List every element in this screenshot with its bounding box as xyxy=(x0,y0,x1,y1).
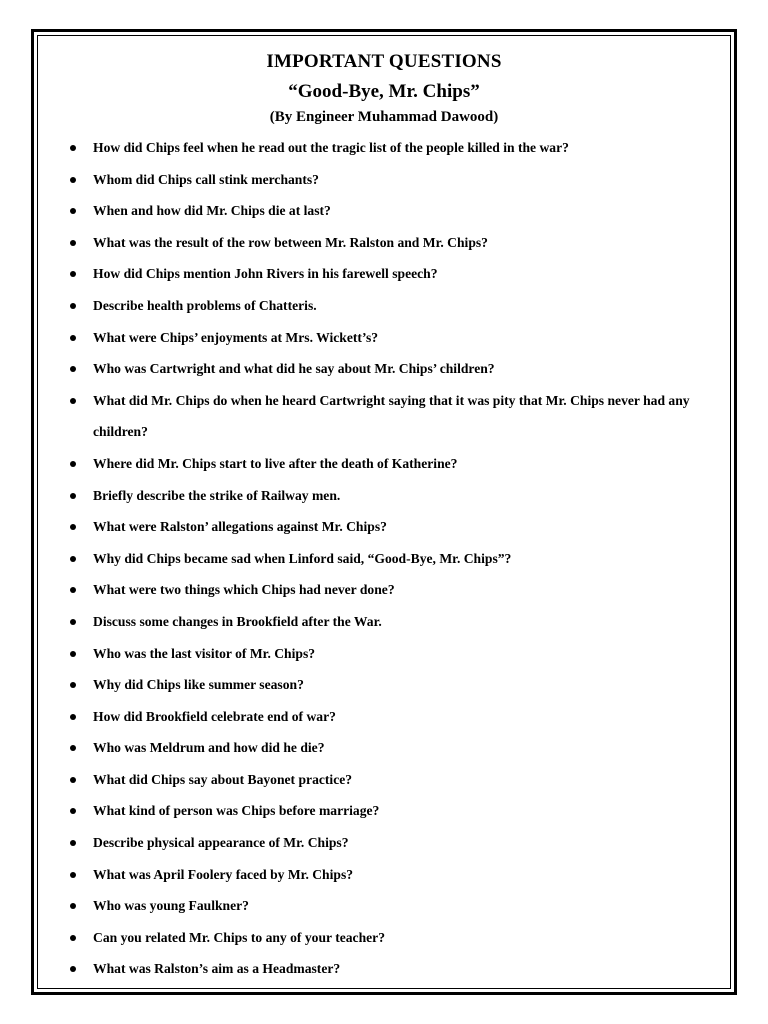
bullet-icon xyxy=(70,208,76,214)
bullet-icon xyxy=(70,651,76,657)
document-subtitle: “Good-Bye, Mr. Chips” xyxy=(288,81,480,102)
question-item xyxy=(38,638,730,670)
question-text: Why did Chips became sad when Linford said, “Good-Bye, Mr. Chips”? xyxy=(93,550,512,566)
questions-list xyxy=(38,132,730,985)
question-text: What were two things which Chips had never done? xyxy=(93,582,395,598)
bullet-icon xyxy=(70,745,76,751)
question-text: Whom did Chips call stink merchants? xyxy=(93,171,319,187)
bullet-icon xyxy=(70,335,76,341)
question-item xyxy=(38,795,730,827)
document-author: (By Engineer Muhammad Dawood) xyxy=(269,109,499,125)
bullet-icon xyxy=(70,682,76,688)
bullet-icon xyxy=(70,903,76,909)
question-text: Who was young Faulkner? xyxy=(93,898,249,914)
bullet-icon xyxy=(70,398,76,404)
question-text: Briefly describe the strike of Railway men. xyxy=(93,487,341,503)
question-item xyxy=(38,511,730,543)
question-text: How did Chips mention John Rivers in his farewell speech? xyxy=(93,266,438,282)
bullet-icon xyxy=(70,177,76,183)
question-item xyxy=(38,859,730,891)
question-item xyxy=(38,574,730,606)
bullet-icon xyxy=(70,303,76,309)
question-item xyxy=(38,669,730,701)
question-item xyxy=(38,353,730,385)
question-item xyxy=(38,953,730,985)
bullet-icon xyxy=(70,271,76,277)
question-text: What were Ralston’ allegations against Mr. Chips? xyxy=(93,519,387,535)
bullet-icon xyxy=(70,777,76,783)
bullet-icon xyxy=(70,556,76,562)
bullet-icon xyxy=(70,619,76,625)
document-title: IMPORTANT QUESTIONS xyxy=(266,51,502,72)
bullet-icon xyxy=(70,493,76,499)
question-item xyxy=(38,606,730,638)
question-text: What did Chips say about Bayonet practice? xyxy=(93,771,353,787)
question-item xyxy=(38,132,730,164)
bullet-icon xyxy=(70,935,76,941)
question-text: What kind of person was Chips before marriage? xyxy=(93,803,380,819)
question-item xyxy=(38,258,730,290)
question-item xyxy=(38,480,730,512)
bullet-icon xyxy=(70,714,76,720)
question-text: What was April Foolery faced by Mr. Chips? xyxy=(93,866,354,882)
question-item xyxy=(38,922,730,954)
question-item xyxy=(38,543,730,575)
bullet-icon xyxy=(70,524,76,530)
question-item xyxy=(38,701,730,733)
question-text: Discuss some changes in Brookfield after the War. xyxy=(93,613,382,629)
question-item xyxy=(38,195,730,227)
question-text: Who was Cartwright and what did he say about Mr. Chips’ children? xyxy=(93,361,495,377)
question-item xyxy=(38,290,730,322)
question-item xyxy=(38,322,730,354)
question-item xyxy=(38,227,730,259)
question-text: What was the result of the row between Mr. Ralston and Mr. Chips? xyxy=(93,234,488,250)
question-item xyxy=(38,164,730,196)
question-item xyxy=(38,385,730,448)
question-item xyxy=(38,732,730,764)
bullet-icon xyxy=(70,366,76,372)
question-text: How did Chips feel when he read out the tragic list of the people killed in the war? xyxy=(93,140,569,155)
question-text: Can you related Mr. Chips to any of your teacher? xyxy=(93,929,386,945)
question-text: What was Ralston’s aim as a Headmaster? xyxy=(93,961,341,977)
question-text: Describe physical appearance of Mr. Chips? xyxy=(93,835,349,851)
bullet-icon xyxy=(70,240,76,246)
question-text: Why did Chips like summer season? xyxy=(93,677,304,693)
document-content xyxy=(38,36,730,988)
bullet-icon xyxy=(70,872,76,878)
bullet-icon xyxy=(70,461,76,467)
bullet-icon xyxy=(70,840,76,846)
question-item xyxy=(38,764,730,796)
question-text: What did Mr. Chips do when he heard Cartwright saying that it was pity that Mr. Chips never had any children? xyxy=(93,392,690,439)
question-text: What were Chips’ enjoyments at Mrs. Wickett’s? xyxy=(93,329,379,345)
question-text: Who was the last visitor of Mr. Chips? xyxy=(93,645,316,661)
question-item xyxy=(38,827,730,859)
question-text: Describe health problems of Chatteris. xyxy=(93,297,317,313)
question-item xyxy=(38,890,730,922)
bullet-icon xyxy=(70,145,76,151)
bullet-icon xyxy=(70,966,76,972)
question-text: How did Brookfield celebrate end of war? xyxy=(93,708,336,724)
question-item xyxy=(38,448,730,480)
bullet-icon xyxy=(70,808,76,814)
bullet-icon xyxy=(70,587,76,593)
question-text: Who was Meldrum and how did he die? xyxy=(93,740,325,756)
question-text: When and how did Mr. Chips die at last? xyxy=(93,203,331,219)
question-text: Where did Mr. Chips start to live after the death of Katherine? xyxy=(93,455,458,471)
